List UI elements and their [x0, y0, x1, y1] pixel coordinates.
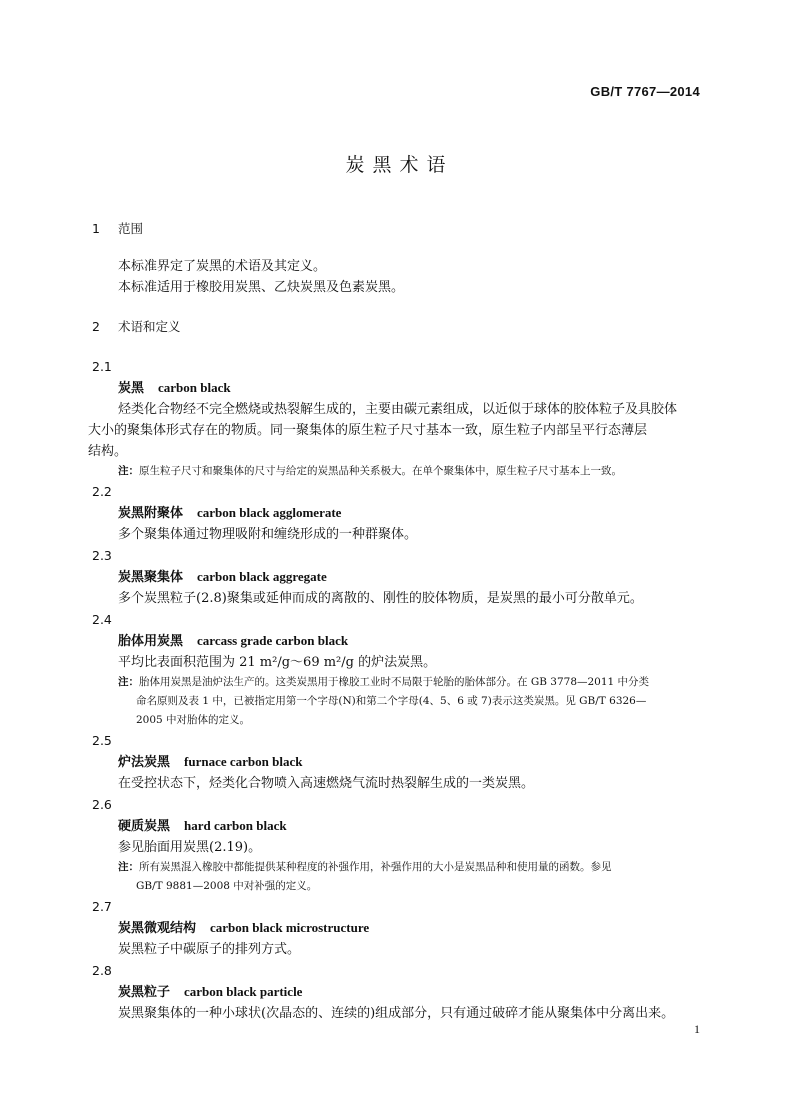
term-english: carbon black aggregate	[197, 569, 327, 584]
term-heading	[92, 917, 702, 939]
note-label: 注：	[118, 465, 139, 477]
term-definition: 在受控状态下，烃类化合物喷入高速燃烧气流时热裂解生成的一类炭黑。	[118, 776, 535, 791]
term-definition: 炭黑聚集体的一种小球状(次晶态的、连续的)组成部分，只有通过破碎才能从聚集体中分离出来。	[118, 1006, 675, 1021]
section-title: 范围	[117, 221, 143, 236]
term-entry	[92, 545, 702, 609]
term-definition: 多个炭黑粒子(2.8)聚集或延伸而成的离散的、刚性的胶体物质，是炭黑的最小可分散单元。	[118, 591, 643, 606]
term-heading	[92, 981, 702, 1003]
term-english: carbon black agglomerate	[197, 505, 342, 520]
term-english: furnace carbon black	[184, 754, 303, 769]
term-heading	[92, 377, 702, 399]
term-chinese: 炉法炭黑	[118, 755, 171, 770]
term-definition: 参见胎面用炭黑(2.19)。	[118, 840, 262, 855]
section-number: 2	[92, 319, 100, 334]
term-heading	[92, 751, 702, 773]
term-entry	[92, 609, 702, 730]
scope-paragraph: 本标准适用于橡胶用炭黑、乙炔炭黑及色素炭黑。	[118, 280, 405, 295]
term-definition: 多个聚集体通过物理吸附和缠绕形成的一种群聚体。	[118, 527, 418, 542]
term-chinese: 炭黑	[118, 381, 145, 396]
term-english: carbon black particle	[184, 984, 303, 999]
term-note	[92, 877, 702, 896]
term-definition: 烃类化合物经不完全燃烧或热裂解生成的，主要由碳元素组成，以近似于球体的胶体粒子及具胶体	[118, 402, 678, 417]
term-definition: 大小的聚集体形式存在的物质。同一聚集体的原生粒子尺寸基本一致，原生粒子内部呈平行态薄层	[88, 423, 648, 438]
term-entry	[92, 730, 702, 794]
term-english: carbon black microstructure	[210, 920, 370, 935]
clause-number: 2.2	[92, 484, 112, 499]
term-chinese: 硬质炭黑	[118, 819, 171, 834]
note-label: 注：	[118, 861, 139, 873]
section-number: 1	[92, 221, 100, 236]
note-text: 2005 中对胎体的定义。	[136, 714, 251, 726]
note-text: GB/T 9881—2008 中对补强的定义。	[136, 880, 318, 892]
term-chinese: 炭黑粒子	[118, 985, 171, 1000]
term-chinese: 炭黑附聚体	[118, 506, 184, 521]
term-chinese: 胎体用炭黑	[118, 634, 184, 649]
term-heading	[92, 502, 702, 524]
terms-list	[88, 356, 702, 1024]
term-entry	[92, 896, 702, 960]
clause-number: 2.6	[92, 797, 112, 812]
term-chinese: 炭黑聚集体	[118, 570, 184, 585]
term-definition: 结构。	[88, 444, 128, 459]
term-entry	[92, 481, 702, 545]
clause-number: 2.1	[92, 359, 112, 374]
note-label: 注：	[118, 676, 139, 688]
page-number: 1	[694, 1022, 700, 1036]
term-chinese: 炭黑微观结构	[118, 921, 197, 936]
clause-number: 2.8	[92, 963, 112, 978]
document-body	[88, 218, 702, 1024]
standard-code: GB/T 7767—2014	[590, 84, 700, 99]
term-heading	[92, 566, 702, 588]
clause-number: 2.7	[92, 899, 112, 914]
section-heading-terms	[92, 316, 702, 338]
clause-number: 2.4	[92, 612, 112, 627]
section-heading-scope	[92, 218, 702, 240]
term-english: carcass grade carbon black	[197, 633, 349, 648]
clause-number: 2.5	[92, 733, 112, 748]
term-note	[92, 692, 702, 711]
term-definition: 平均比表面积范围为 21 m²/g～69 m²/g 的炉法炭黑。	[118, 655, 437, 670]
note-text: 命名原则及表 1 中，已被指定用第一个字母(N)和第二个字母(4、5、6 或 7)表示这类炭黑。见 GB/T 6326—	[136, 695, 647, 707]
term-note	[92, 673, 702, 692]
term-entry	[88, 356, 702, 481]
scope-paragraph: 本标准界定了炭黑的术语及其定义。	[118, 259, 327, 274]
term-heading	[92, 815, 702, 837]
term-note	[92, 462, 702, 481]
section-title: 术语和定义	[117, 319, 181, 334]
term-english: carbon black	[158, 380, 231, 395]
term-entry	[92, 794, 702, 896]
term-note	[92, 858, 702, 877]
term-english: hard carbon black	[184, 818, 287, 833]
note-text: 所有炭黑混入橡胶中都能提供某种程度的补强作用，补强作用的大小是炭黑品种和使用量的函数。参见	[139, 861, 612, 873]
term-heading	[92, 630, 702, 652]
note-text: 胎体用炭黑是油炉法生产的。这类炭黑用于橡胶工业时不局限于轮胎的胎体部分。在 GB 3778—2011 中分类	[139, 676, 650, 688]
term-note	[92, 711, 702, 730]
document-title: 炭 黑 术 语	[345, 154, 447, 176]
term-definition: 炭黑粒子中碳原子的排列方式。	[118, 942, 301, 957]
clause-number: 2.3	[92, 548, 112, 563]
note-text: 原生粒子尺寸和聚集体的尺寸与给定的炭黑品种关系极大。在单个聚集体中，原生粒子尺寸基本上一致。	[139, 465, 622, 477]
term-entry	[92, 960, 702, 1024]
